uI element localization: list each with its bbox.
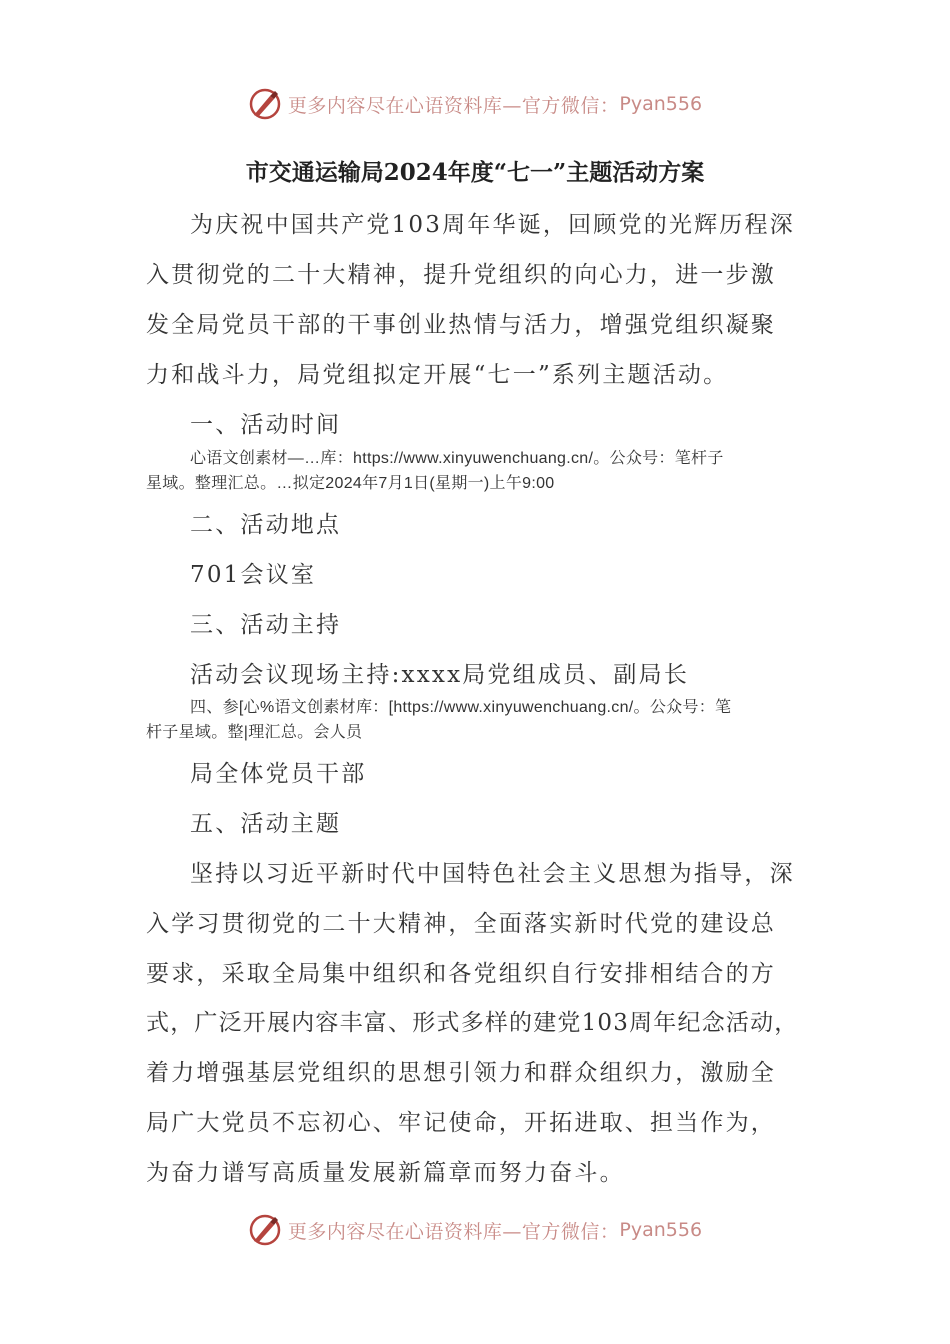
section5-line-6: 局广大党员不忘初心、牢记使命，开拓进取、担当作为，	[146, 1110, 776, 1136]
section3-heading: 三、活动主持	[190, 612, 342, 638]
section5-line-7: 为奋力谱写高质量发展新篇章而努力奋斗。	[146, 1160, 625, 1186]
section2-heading: 二、活动地点	[190, 512, 342, 538]
footer-banner	[0, 1210, 950, 1250]
section2-content: 701会议室	[190, 562, 317, 588]
section5-line-3: 要求，采取全局集中组织和各党组织自行安排相结合的方	[146, 961, 776, 987]
section4-line-2: 杆子星域。整|理汇总。会人员	[146, 724, 363, 741]
section4-line-1: 四、参[心%语文创素材库：[https://www.xinyuwenchuang.cn/。公众号：笔	[190, 699, 732, 716]
intro-line-2: 入贯彻党的二十大精神，提升党组织的向心力，进一步激	[146, 262, 776, 288]
section1-line-2: 星域。整理汇总。…拟定2024年7月1日(星期一)上午9:00	[146, 475, 555, 492]
intro-line-1: 为庆祝中国共产党103周年华诞，回顾党的光辉历程深	[190, 212, 795, 238]
section4-content: 局全体党员干部	[190, 761, 367, 787]
banner-wechat-id: Pyan556	[619, 1219, 703, 1241]
header-banner	[0, 84, 950, 124]
section5-heading: 五、活动主题	[190, 811, 342, 837]
section1-line-1: 心语文创素材—…库：https://www.xinyuwenchuang.cn/。公众号：笔杆子	[190, 450, 724, 467]
document-title: 市交通运输局2024年度“七一”主题活动方案	[245, 159, 705, 186]
intro-line-3: 发全局党员干部的干事创业热情与活力，增强党组织凝聚	[146, 312, 776, 338]
intro-line-4: 力和战斗力，局党组拟定开展“七一”系列主题活动。	[146, 362, 729, 388]
banner-text: 更多内容尽在心语资料库—官方微信：	[287, 1220, 620, 1243]
section5-line-5: 着力增强基层党组织的思想引领力和群众组织力，激励全	[146, 1060, 776, 1086]
section5-line-1: 坚持以习近平新时代中国特色社会主义思想为指导，深	[190, 861, 795, 887]
pen-logo-icon	[248, 1213, 282, 1247]
section3-content: 活动会议现场主持:xxxx局党组成员、副局长	[190, 662, 690, 688]
banner-text: 更多内容尽在心语资料库—官方微信：	[287, 94, 620, 117]
section5-line-4: 式，广泛开展内容丰富、形式多样的建党103周年纪念活动，	[146, 1010, 799, 1036]
pen-logo-icon	[248, 87, 282, 121]
section5-line-2: 入学习贯彻党的二十大精神，全面落实新时代党的建设总	[146, 911, 776, 937]
section1-heading: 一、活动时间	[190, 412, 342, 438]
banner-wechat-id: Pyan556	[619, 93, 703, 115]
